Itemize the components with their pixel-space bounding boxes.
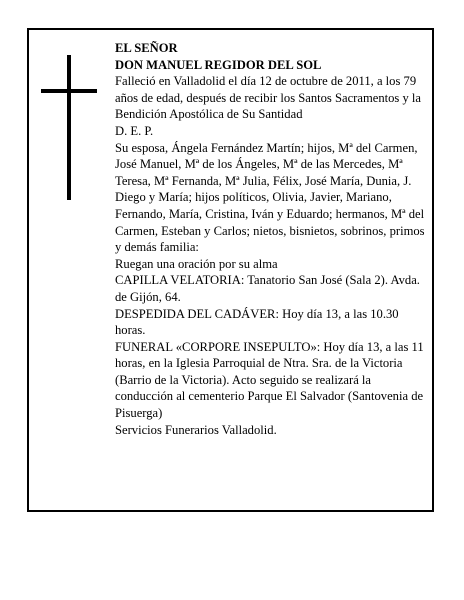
funeral-details: FUNERAL «CORPORE INSEPULTO»: Hoy día 13, a las 11 horas, en la Iglesia Parroquial de Ntra. Sra. de la Victoria (Barrio de la Victoria). Acto seguido se realizará la conducción al cementerio Parque El Salvador (Santovenia de Pisuerga) (115, 339, 424, 421)
death-details: Falleció en Valladolid el día 12 de octubre de 2011, a los 79 años de edad, después de recibir los Santos Sacramentos y la Bendición Apostólica de Su Santidad (115, 74, 422, 122)
family-list: Su esposa, Ángela Fernández Martín; hijos, Mª del Carmen, José Manuel, Mª de los Ángeles, Mª de las Mercedes, Mª Teresa, Mª Fernanda, Mª Julia, Félix, José María, Dunia, J. Diego y María; hijos políticos, Olivia, Javier, Mariano, Fernando, María, Cristina, Iván y Eduardo; hermanos, Mª del Carmen, Esteban y Carlos; nietos, bisnietos, sobrinos, primos y demás familia: (115, 140, 425, 255)
rest-in-peace: D. E. P. (115, 123, 154, 138)
cross-vertical-bar (67, 55, 71, 200)
obituary-text (115, 40, 427, 438)
deceased-name: DON MANUEL REGIDOR DEL SOL (115, 57, 322, 72)
cross-icon (41, 55, 97, 200)
cross-horizontal-bar (41, 89, 97, 93)
chapel-details: CAPILLA VELATORIA: Tanatorio San José (Sala 2). Avda. de Gijón, 64. (115, 273, 420, 304)
funeral-services: Servicios Funerarios Valladolid. (115, 422, 277, 437)
prayer-request: Ruegan una oración por su alma (115, 256, 278, 271)
obituary-notice (27, 28, 434, 512)
farewell-details: DESPEDIDA DEL CADÁVER: Hoy día 13, a las 10.30 horas. (115, 306, 399, 338)
deceased-title: EL SEÑOR (115, 41, 178, 55)
